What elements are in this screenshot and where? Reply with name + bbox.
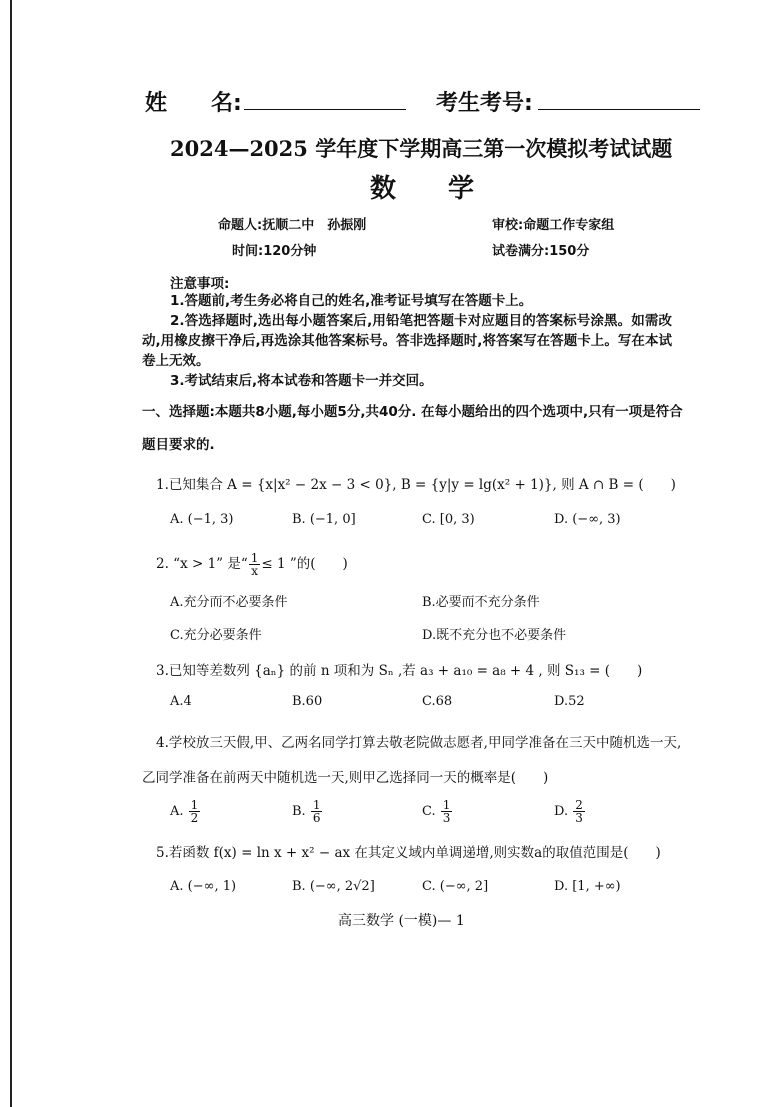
question-5-option-c: C. (−∞, 2] (422, 879, 489, 894)
option-fraction (311, 799, 323, 824)
note-3: 3.考试结束后,将本试卷和答题卡一并交回。 (170, 373, 433, 389)
question-1-option-b: B. (−1, 0] (292, 512, 356, 527)
question-3-option-c: C.68 (422, 694, 453, 709)
fraction-denominator: x (251, 564, 258, 578)
page-title: 2024—2025 学年度下学期高三第一次模拟考试试题 (170, 136, 673, 161)
fraction-numerator: 1 (250, 551, 259, 565)
question-2-option-c: C.充分必要条件 (170, 628, 262, 643)
option-fraction (573, 799, 585, 824)
question-1-option-a: A. (−1, 3) (170, 512, 234, 527)
question-4-stem-cont: 乙同学准备在前两天中随机选一天,则甲乙选择同一天的概率是( ) (142, 770, 549, 786)
time-limit: 时间:120分钟 (232, 244, 317, 259)
fraction-numerator: 1 (190, 798, 199, 812)
fraction-denominator: 3 (575, 811, 583, 825)
fraction-numerator: 1 (442, 798, 451, 812)
name-label: 姓 名: (145, 91, 242, 116)
option-label: D. (554, 804, 569, 819)
option-label: C. (422, 804, 436, 819)
question-1-stem: 1.已知集合 A = {x|x² − 2x − 3 < 0}, B = {y|y = lg(x² + 1)}, 则 A ∩ B = ( ) (156, 477, 676, 493)
full-score: 试卷满分:150分 (492, 244, 590, 259)
fraction-denominator: 6 (312, 811, 321, 825)
question-2-stem-pre: 2. “x > 1” 是“ (156, 556, 248, 572)
question-5-option-a: A. (−∞, 1) (170, 879, 237, 894)
note-1: 1.答题前,考生务必将自己的姓名,准考证号填写在答题卡上。 (170, 293, 533, 309)
section-heading: 一、选择题:本题共8小题,每小题5分,共40分. 在每小题给出的四个选项中,只有一项是符合 (142, 404, 683, 420)
reviewer: 审校:命题工作专家组 (492, 218, 615, 233)
question-2-fraction (249, 552, 261, 577)
page-footer: 高三数学 (一模)— 1 (338, 913, 465, 929)
fraction-numerator: 2 (575, 798, 583, 812)
question-2-stem-post: ≤ 1 ”的( ) (261, 556, 348, 572)
question-4-option-c (422, 799, 453, 824)
question-5-option-b: B. (−∞, 2√2] (292, 879, 375, 894)
question-2-option-d: D.既不充分也不必要条件 (422, 628, 567, 643)
question-1-option-d: D. (−∞, 3) (554, 512, 621, 527)
question-3-stem: 3.已知等差数列 {aₙ} 的前 n 项和为 Sₙ ,若 a₃ + a₁₀ = a₈ + 4 , 则 S₁₃ = ( ) (156, 663, 643, 679)
notes-heading: 注意事项: (170, 276, 230, 292)
question-4-option-b (292, 799, 323, 824)
section-heading-cont: 题目要求的. (142, 437, 215, 453)
question-4-option-a (170, 799, 201, 824)
id-field (538, 87, 700, 110)
question-2-option-b: B.必要而不充分条件 (422, 595, 540, 610)
question-5-option-d: D. [1, +∞) (554, 879, 621, 894)
note-2: 2.答选择题时,选出每小题答案后,用铅笔把答题卡对应题目的答案标号涂黑。如需改动,用橡皮擦干净后,再选涂其他答案标号。答非选择题时,将答案写在答题卡上。写在本试卷上无效。 (142, 313, 672, 369)
id-label: 考生考号: (436, 91, 533, 116)
question-4-stem: 4.学校放三天假,甲、乙两名同学打算去敬老院做志愿者,甲同学准备在三天中随机选一天, (156, 735, 682, 751)
subject-title: 数 学 (370, 174, 475, 204)
option-fraction (189, 799, 201, 824)
name-field (244, 87, 406, 110)
page-edge (10, 0, 12, 1107)
fraction-numerator: 1 (312, 798, 321, 812)
question-4-option-d (554, 799, 586, 824)
fraction-denominator: 3 (442, 811, 451, 825)
option-label: B. (292, 804, 306, 819)
question-3-option-a: A.4 (170, 694, 192, 709)
question-5-stem: 5.若函数 f(x) = ln x + x² − ax 在其定义域内单调递增,则实数a的取值范围是( ) (156, 845, 661, 861)
fraction-denominator: 2 (190, 811, 199, 825)
question-2-stem (156, 552, 348, 577)
question-2-option-a: A.充分而不必要条件 (170, 595, 288, 610)
question-3-option-b: B.60 (292, 694, 323, 709)
question-1-option-c: C. [0, 3) (422, 512, 475, 527)
option-label: A. (170, 804, 184, 819)
option-fraction (441, 799, 453, 824)
question-3-option-d: D.52 (554, 694, 585, 709)
author: 命题人:抚顺二中 孙振刚 (218, 218, 367, 233)
